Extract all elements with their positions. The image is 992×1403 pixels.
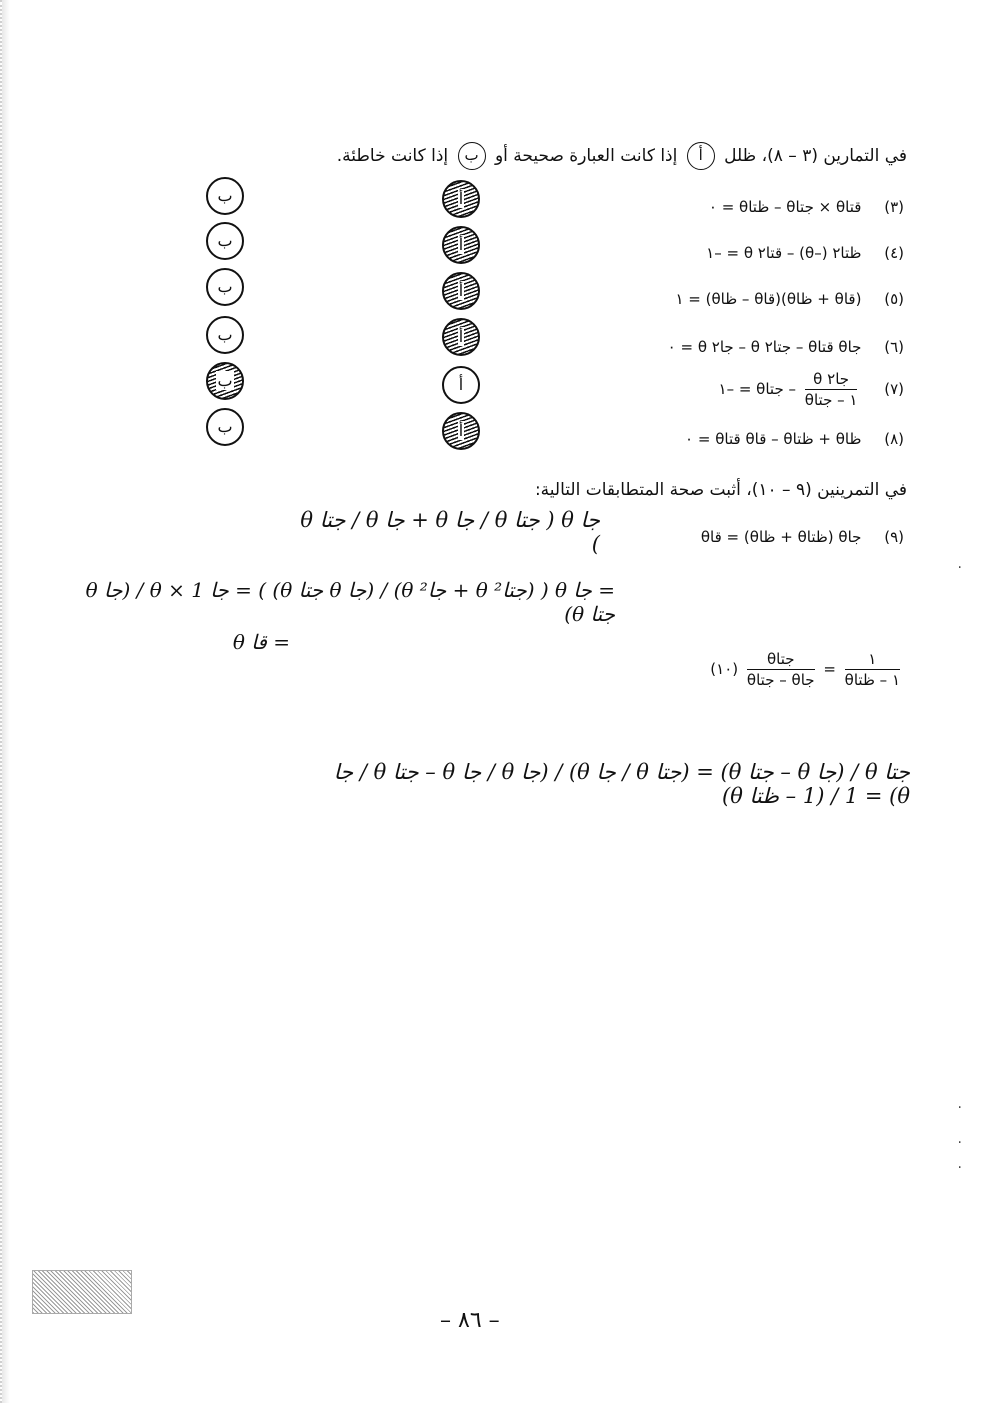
exercise-number: (٦): [884, 338, 904, 356]
exercise-number: (٣): [884, 198, 904, 216]
exercise-5: [675, 290, 904, 308]
exercise-10: [692, 650, 904, 689]
handwritten-step-4: جتا θ / (جا θ – جتا θ) = (جتا θ / جا θ) / (جا θ / جا θ – جتا θ / جا θ) = 1 / (1 – ظتا θ): [333, 760, 910, 808]
exercise-number: (٧): [884, 380, 904, 398]
exercise-number: (٨): [884, 430, 904, 448]
exercise-statement: قتاθ × جتاθ – ظتاθ = ٠: [708, 198, 862, 216]
answer-a-circle-4[interactable]: أ: [442, 226, 480, 264]
circle-a-icon: أ: [687, 142, 715, 170]
exercise-number: (٤): [884, 244, 904, 262]
instruction-text-mid: إذا كانت العبارة صحيحة أو: [494, 146, 678, 166]
exercise-number: (٥): [884, 290, 904, 308]
exercise-statement: جاθ قتاθ – جتا٢ θ – جا٢ θ = ٠: [667, 338, 862, 356]
fraction-numerator: ١: [845, 650, 900, 670]
fraction-lhs: [747, 650, 815, 689]
exercise-number: (٩): [884, 528, 904, 546]
exercise-3: [709, 198, 904, 216]
fraction-numerator: جتاθ: [747, 650, 815, 670]
answer-b-circle-8[interactable]: ب: [206, 408, 244, 446]
margin-mark: ·: [957, 1160, 962, 1176]
margin-mark: ·: [957, 1100, 962, 1116]
fraction-denominator: ١ – ظتاθ: [844, 671, 900, 689]
equals-sign: =: [823, 660, 836, 678]
instruction-exercises-3-8: [337, 142, 907, 170]
margin-mark: ·: [957, 1135, 962, 1151]
handwritten-step-2: = جا θ ( (جتا² θ + جا² θ) / (جا θ جتا θ) ) = جا θ × 1 / (جا θ جتا θ): [85, 578, 615, 626]
exercise-number: (١٠): [710, 660, 739, 678]
exercise-statement: جاθ (ظتاθ + ظاθ) = قاθ: [700, 528, 862, 546]
stamp-mark: [32, 1270, 132, 1314]
answer-a-circle-7[interactable]: أ: [442, 366, 480, 404]
fraction-rhs: [845, 650, 900, 689]
instruction-text-prefix: في التمارين (٣ – ٨)، ظلل: [724, 146, 907, 166]
fraction: [805, 370, 858, 409]
exercise-statement: ظاθ + ظتاθ – قاθ قتاθ = ٠: [685, 430, 862, 448]
exercise-4: [706, 244, 904, 262]
answer-b-circle-4[interactable]: ب: [206, 222, 244, 260]
exercise-statement: ظتا٢ (–θ) – قتا٢ θ = –١: [706, 244, 862, 262]
circle-b-icon: ب: [458, 142, 486, 170]
answer-b-circle-7[interactable]: ب: [206, 362, 244, 400]
margin-mark: ·: [957, 560, 962, 576]
answer-b-circle-3[interactable]: ب: [206, 177, 244, 215]
fraction-numerator: جا٢ θ: [805, 370, 858, 390]
handwritten-step-3: = قا θ: [232, 630, 290, 654]
exercise-statement: (قاθ + ظاθ)(قاθ – ظاθ) = ١: [675, 290, 862, 308]
fraction-denominator: جاθ – جتاθ: [746, 671, 815, 689]
exercise-9: [701, 528, 904, 546]
exercise-6: [668, 338, 904, 356]
exercise-7: [719, 370, 905, 409]
handwritten-step-1: جا θ ( جتا θ / جا θ + جا θ / جتا θ ): [300, 508, 600, 556]
answer-a-circle-8[interactable]: أ: [442, 412, 480, 450]
answer-b-circle-6[interactable]: ب: [206, 316, 244, 354]
scan-edge: [0, 0, 10, 1403]
answer-a-circle-6[interactable]: أ: [442, 318, 480, 356]
page-number: – ٨٦ –: [440, 1308, 500, 1333]
instruction-exercises-9-10: في التمرينين (٩ – ١٠)، أثبت صحة المتطابقات التالية:: [534, 480, 907, 500]
answer-a-circle-5[interactable]: أ: [442, 272, 480, 310]
answer-a-circle-3[interactable]: أ: [442, 180, 480, 218]
answer-b-circle-5[interactable]: ب: [206, 268, 244, 306]
fraction-denominator: ١ – جتاθ: [804, 391, 858, 409]
exercise-statement: – جتاθ = –١: [718, 380, 796, 398]
exercise-8: [685, 430, 904, 448]
instruction-text-suffix: إذا كانت خاطئة.: [336, 146, 449, 166]
